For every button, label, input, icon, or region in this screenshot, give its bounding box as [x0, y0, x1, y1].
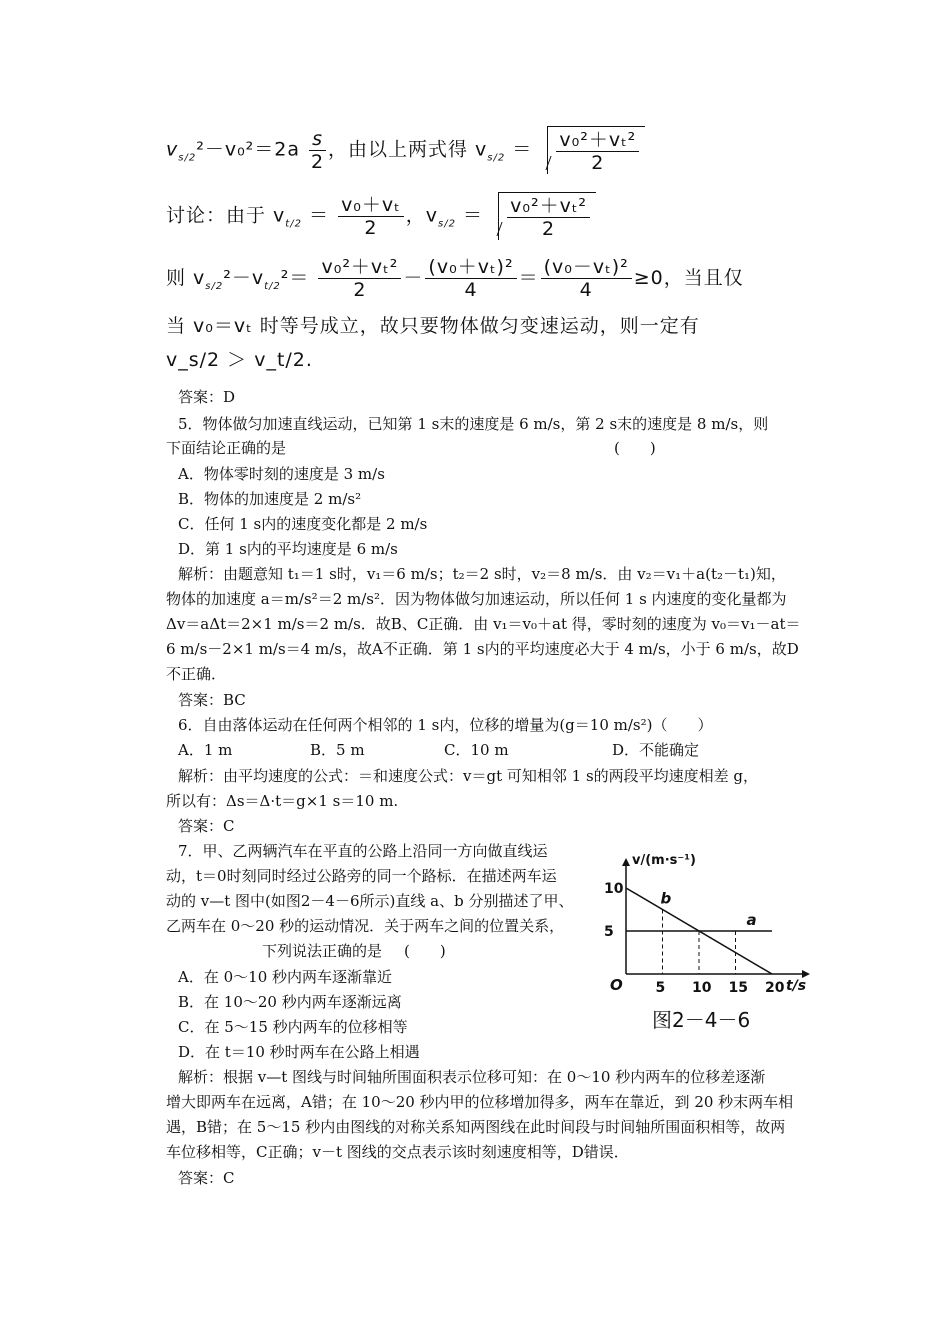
q7-stem: 7．甲、乙两辆汽车在平直的公路上沿同一方向做直线运	[178, 842, 548, 860]
x-axis-arrow-icon	[802, 970, 810, 978]
x-tick-label: 20	[765, 980, 785, 996]
q7-solution: 车位移相等，C正确；v－t 图线的交点表示该时刻速度相等，D错误．	[166, 1143, 629, 1161]
figure-caption: 图2－4－6	[652, 1008, 751, 1032]
y-axis-arrow-icon	[622, 858, 630, 866]
fraction: $\frac{s}{2}$	[310, 127, 325, 173]
q7-answer: 答案：C	[178, 1169, 235, 1187]
q5-option-c: C．任何 1 s内的速度变化都是 2 m/s	[178, 515, 428, 533]
square-root: $\frac{\text{v₀²＋vₜ²}}{2}$	[498, 192, 596, 240]
q7-option-b: B．在 10～20 秒内两车逐渐远离	[178, 993, 402, 1011]
q5-solution: 6 m/s－2×1 m/s＝4 m/s，故A不正确．第 1 s内的平均速度必大于 4 m/s，小于 6 m/s，故D	[166, 640, 799, 658]
q6-option-c: C．10 m	[444, 741, 509, 759]
q5-solution: 不正确．	[166, 665, 227, 683]
q7-answer-paren: ( )	[404, 942, 446, 960]
q5-stem: 5．物体做匀加速直线运动，已知第 1 s末的速度是 6 m/s，第 2 s末的速度是 8 m/s，则	[178, 415, 769, 433]
q5-answer: 答案：BC	[178, 691, 246, 709]
derivation-line-4: 当 v₀＝vₜ 时等号成立，故只要物体做匀变速运动，则一定有	[166, 315, 700, 337]
y-tick-label: 5	[604, 924, 614, 940]
q6-solution: 所以有：Δs＝Δ·t＝g×1 s＝10 m.	[166, 792, 399, 810]
q5-stem: 下面结论正确的是	[166, 439, 287, 457]
q6-option-b: B．5 m	[310, 741, 365, 759]
q5-option-d: D．第 1 s内的平均速度是 6 m/s	[178, 540, 398, 558]
square-root: $\frac{\text{v₀²＋vₜ²}}{2}$	[547, 126, 645, 174]
q5-option-b: B．物体的加速度是 2 m/s²	[178, 490, 362, 508]
derivation-line-5: v_s/2 ＞ v_t/2.	[166, 349, 313, 371]
q5-answer-paren: ( )	[614, 439, 656, 457]
q7-stem: 下列说法正确的是	[262, 942, 383, 960]
x-tick-label: 5	[655, 980, 666, 996]
x-tick-label: 10	[692, 980, 712, 996]
q7-option-d: D．在 t＝10 秒时两车在公路上相遇	[178, 1043, 420, 1061]
origin-label: O	[610, 976, 623, 994]
q7-option-c: C．在 5～15 秒内两车的位移相等	[178, 1018, 408, 1036]
q7-solution: 增大即两车在远离，A错；在 10～20 秒内甲的位移增加得多，两车在靠近，到 20 秒末两车相	[166, 1093, 794, 1111]
q6-option-a: A．1 m	[178, 741, 233, 759]
q4-answer: 答案：D	[178, 388, 236, 406]
q6-solution: 解析：由平均速度的公式：＝和速度公式：v＝gt 可知相邻 1 s的两段平均速度相差 g，	[178, 767, 759, 785]
q5-solution: 物体的加速度 a＝m/s²＝2 m/s²．因为物体做匀加速运动，所以任何 1 s 内速度的变化量都为	[166, 590, 787, 608]
q5-option-a: A．物体零时刻的速度是 3 m/s	[178, 465, 385, 483]
x-axis-label: t/s	[786, 978, 807, 994]
x-tick-label: 15	[728, 980, 748, 996]
formula-text: ²－v₀²＝2a	[196, 138, 301, 161]
q7-stem: 动，t＝0时刻同时经过公路旁的同一个路标．在描述两车运	[166, 867, 557, 885]
derivation-line-3: 则 $v_{s/2}^2-v_{t/2}^2=$ $\frac{\text{v₀²＋vₜ²}}{2}$ － $\frac{\text{(v₀＋vₜ)²}}{4}$ ＝ $\frac{\text{(v₀－vₜ)²}}{4}$ ≥0，当且仅	[166, 256, 744, 301]
derivation-line-1: $v_{s/2}^2-v_0^2=2a$ $\frac{s}{2}$ ，由以上两式得 $v_{s/2}$ ＝ $\frac{\text{v₀²＋vₜ²}}{2}$	[166, 126, 645, 174]
y-axis-label: v/(m·s⁻¹)	[632, 853, 696, 868]
q7-solution: 遇，B错；在 5～15 秒内由图线的对称关系知两图线在此时间段与时间轴所围面积相等，故两	[166, 1118, 786, 1136]
series-a-label: a	[746, 911, 757, 929]
formula-text: ，由以上两式得 v	[327, 138, 488, 161]
y-tick-label: 10	[604, 881, 624, 897]
q7-stem: 动的 v—t 图中(如图2－4－6所示)直线 a、b 分别描述了甲、	[166, 892, 574, 910]
q5-solution: 解析：由题意知 t₁＝1 s时，v₁＝6 m/s；t₂＝2 s时，v₂＝8 m/s．由 v₂＝v₁＋a(t₂－t₁)知，	[178, 565, 786, 583]
q6-answer: 答案：C	[178, 817, 235, 835]
q7-stem: 乙两车在 0～20 秒的运动情况．关于两车之间的位置关系，	[166, 917, 565, 935]
q6-stem: 6．自由落体运动在任何两个相邻的 1 s内，位移的增量为(g＝10 m/s²)（ ）	[178, 716, 713, 734]
q5-solution: Δv＝aΔt＝2×1 m/s＝2 m/s．故B、C正确．由 v₁＝v₀＋at 得，零时刻的速度为 v₀＝v₁－at＝	[166, 615, 801, 633]
q7-option-a: A．在 0～10 秒内两车逐渐靠近	[178, 968, 393, 986]
formula-text: v	[166, 138, 179, 161]
q7-solution: 解析：根据 v—t 图线与时间轴所围面积表示位移可知：在 0～10 秒内两车的位移差逐渐	[178, 1068, 766, 1086]
q6-option-d: D．不能确定	[612, 741, 700, 759]
series-b-label: b	[660, 889, 672, 908]
derivation-line-2: 讨论：由于 $v_{t/2}$ ＝ $\frac{\text{v₀＋vₜ}}{2}$ ，$v_{s/2}$ ＝ $\frac{\text{v₀²＋vₜ²}}{2}$	[166, 192, 596, 240]
chart-layer	[604, 881, 785, 996]
